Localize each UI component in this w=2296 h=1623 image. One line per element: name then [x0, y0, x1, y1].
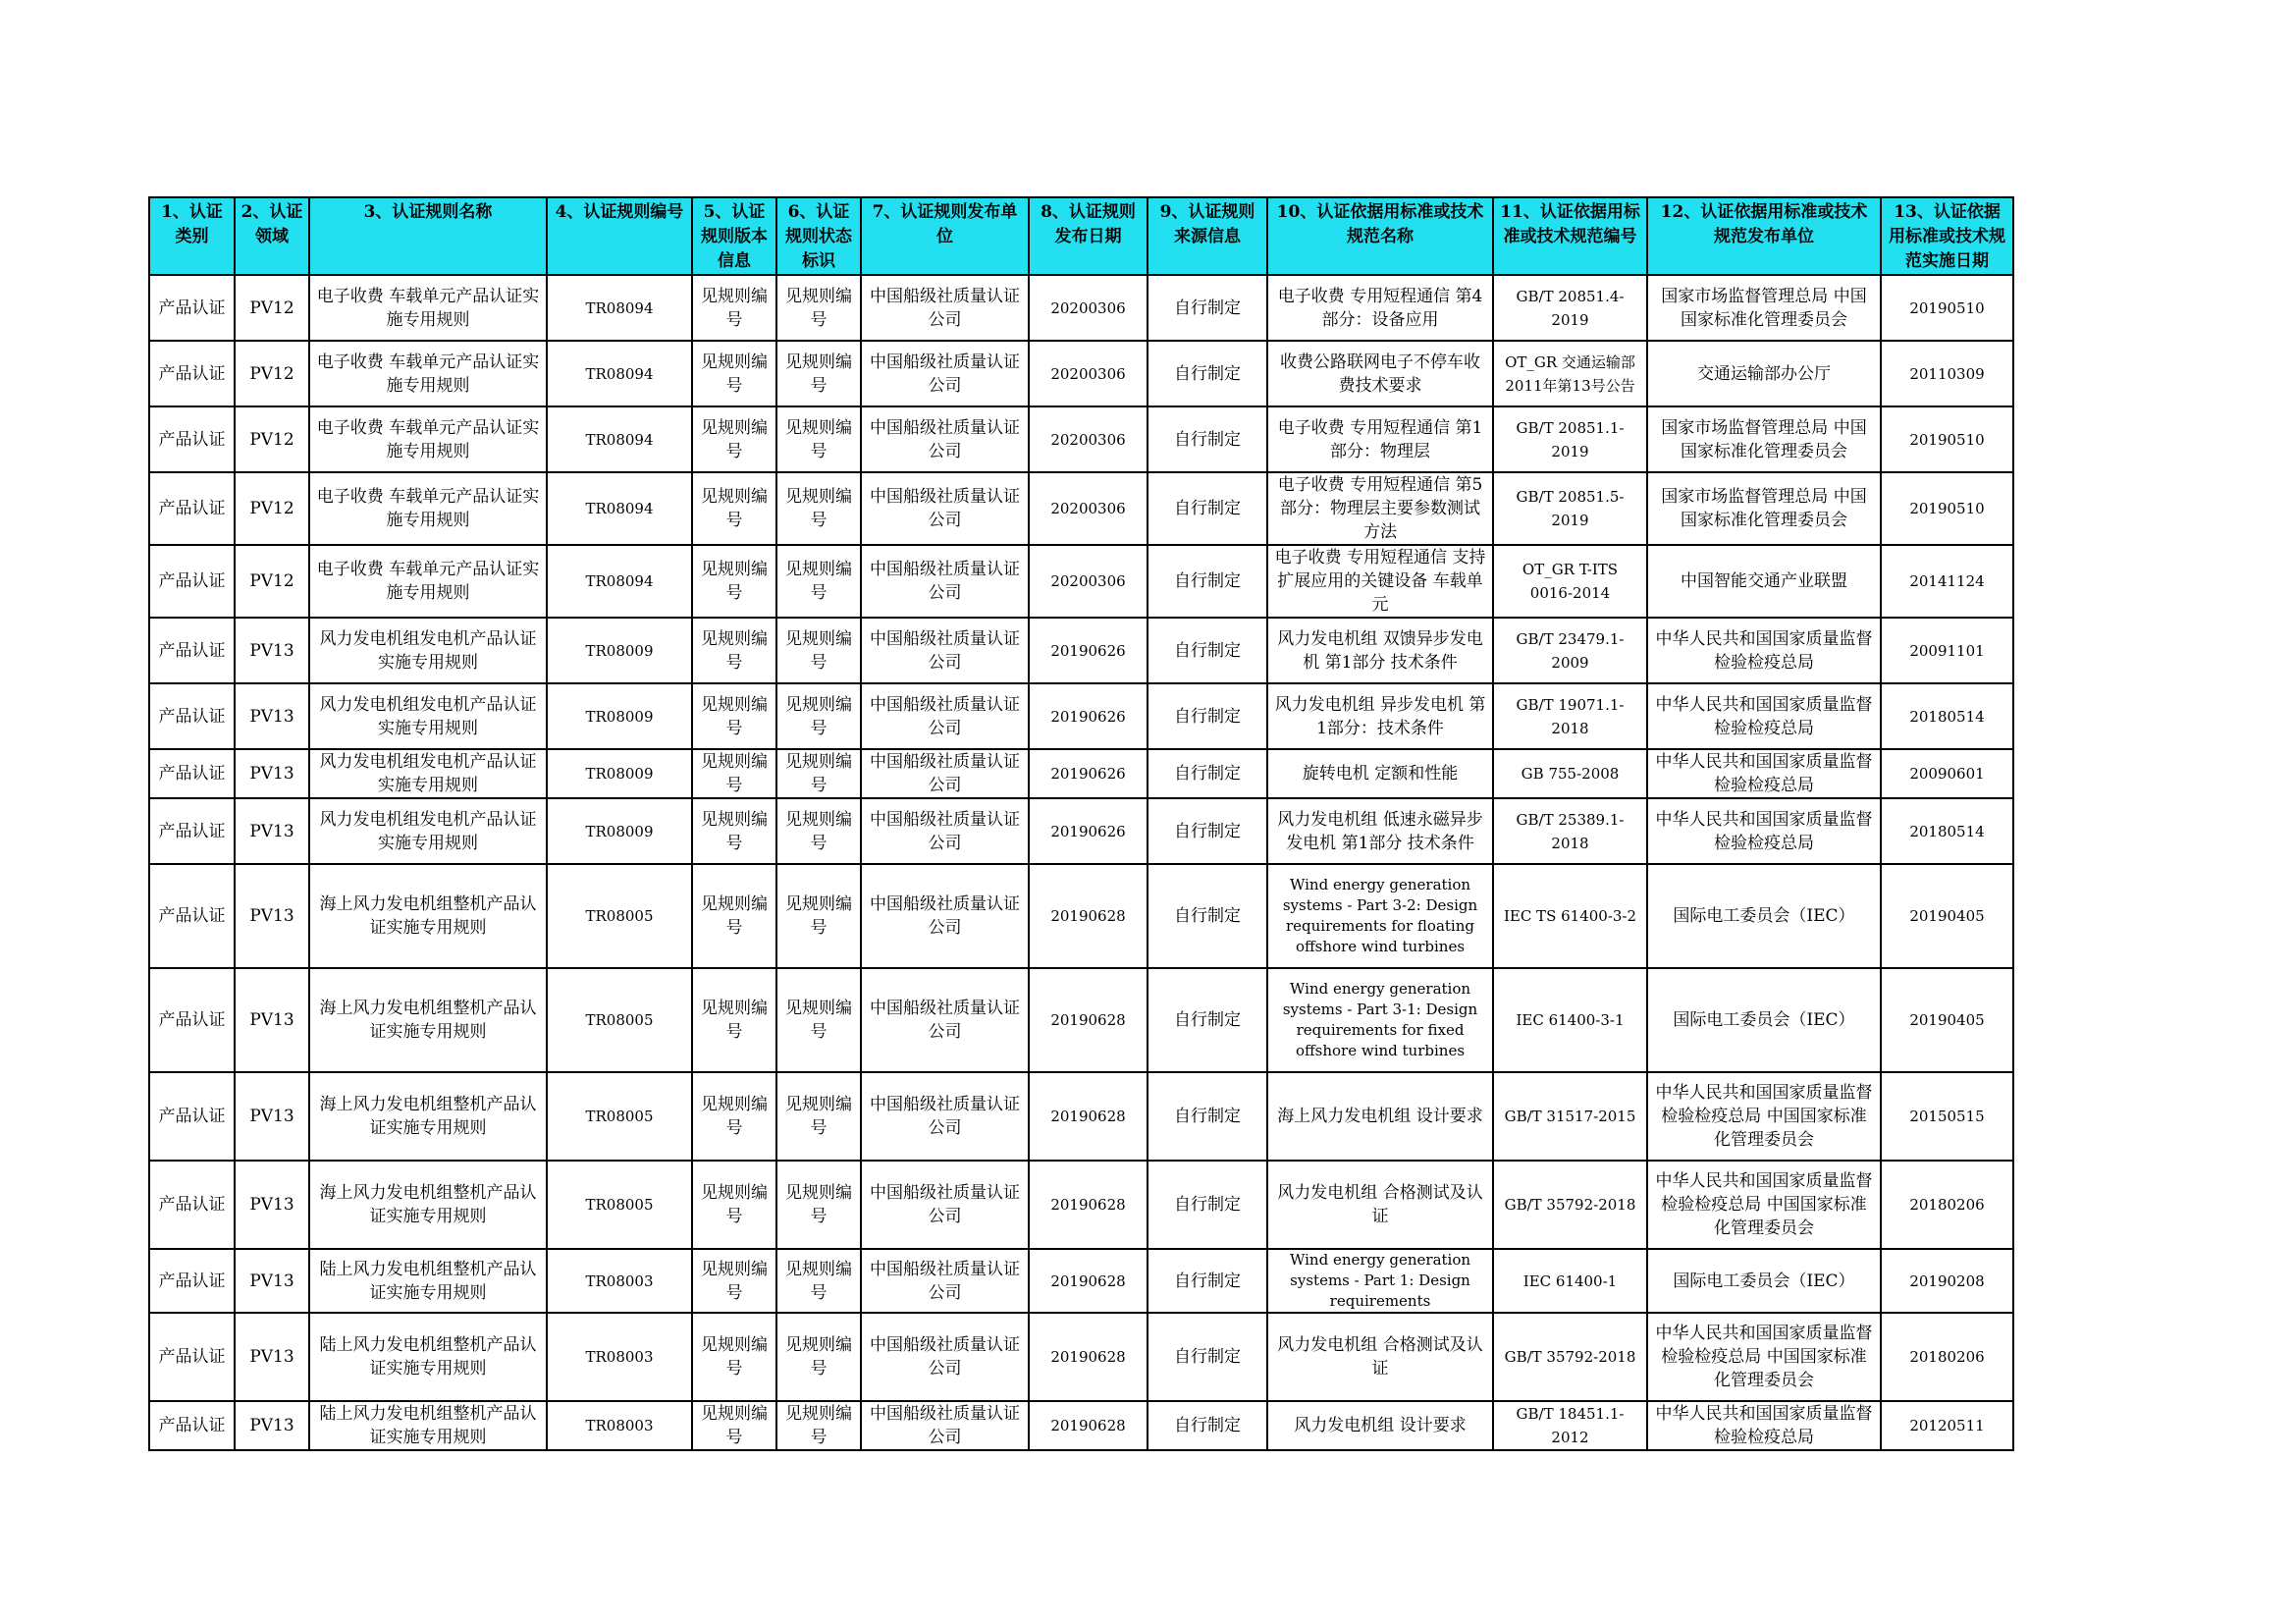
table-cell: 产品认证	[149, 683, 235, 749]
table-cell: TR08005	[547, 968, 692, 1072]
table-cell: 自行制定	[1148, 618, 1267, 683]
table-cell: OT_GR 交通运输部2011年第13号公告	[1493, 341, 1647, 406]
table-cell: 见规则编号	[692, 1072, 776, 1161]
table-cell: 产品认证	[149, 1401, 235, 1450]
table-cell: 国际电工委员会（IEC）	[1647, 968, 1881, 1072]
table-cell: 产品认证	[149, 275, 235, 341]
table-cell: 风力发电机组 低速永磁异步发电机 第1部分 技术条件	[1267, 798, 1493, 864]
table-cell: 20190405	[1881, 968, 2013, 1072]
table-cell: TR08094	[547, 472, 692, 545]
table-cell: 产品认证	[149, 1161, 235, 1249]
table-row	[149, 864, 2013, 968]
table-cell: 电子收费 车载单元产品认证实施专用规则	[309, 406, 547, 472]
table-row	[149, 1401, 2013, 1450]
table-cell: 自行制定	[1148, 341, 1267, 406]
header-cell: 12、认证依据用标准或技术规范发布单位	[1647, 197, 1881, 275]
table-cell: 自行制定	[1148, 864, 1267, 968]
table-cell: 20190628	[1029, 1249, 1148, 1313]
header-cell: 4、认证规则编号	[547, 197, 692, 275]
table-cell: 见规则编号	[776, 1161, 861, 1249]
table-cell: 见规则编号	[692, 545, 776, 618]
table-cell: 中华人民共和国国家质量监督检验检疫总局	[1647, 618, 1881, 683]
table-cell: 中华人民共和国国家质量监督检验检疫总局	[1647, 683, 1881, 749]
table-cell: 风力发电机组发电机产品认证实施专用规则	[309, 618, 547, 683]
table-cell: GB/T 35792-2018	[1493, 1313, 1647, 1401]
table-cell: 中国船级社质量认证公司	[861, 968, 1029, 1072]
table-cell: 20190628	[1029, 1401, 1148, 1450]
table-cell: 见规则编号	[692, 1249, 776, 1313]
table-cell: IEC 61400-3-1	[1493, 968, 1647, 1072]
table-cell: 见规则编号	[692, 341, 776, 406]
table-cell: TR08094	[547, 275, 692, 341]
table-cell: IEC 61400-1	[1493, 1249, 1647, 1313]
table-cell: 国家市场监督管理总局 中国国家标准化管理委员会	[1647, 275, 1881, 341]
table-cell: 陆上风力发电机组整机产品认证实施专用规则	[309, 1401, 547, 1450]
table-cell: PV12	[235, 545, 309, 618]
table-cell: 交通运输部办公厅	[1647, 341, 1881, 406]
table-cell: 见规则编号	[776, 1313, 861, 1401]
table-cell: 自行制定	[1148, 545, 1267, 618]
table-cell: TR08005	[547, 1161, 692, 1249]
table-cell: 中国船级社质量认证公司	[861, 798, 1029, 864]
table-cell: GB/T 20851.1-2019	[1493, 406, 1647, 472]
table-cell: 电子收费 专用短程通信 支持扩展应用的关键设备 车载单元	[1267, 545, 1493, 618]
table-cell: TR08003	[547, 1401, 692, 1450]
table-cell: 自行制定	[1148, 1161, 1267, 1249]
table-cell: TR08009	[547, 749, 692, 798]
table-cell: GB/T 18451.1-2012	[1493, 1401, 1647, 1450]
table-cell: 风力发电机组 异步发电机 第1部分：技术条件	[1267, 683, 1493, 749]
table-cell: 见规则编号	[776, 749, 861, 798]
table-cell: 见规则编号	[692, 683, 776, 749]
table-cell: 产品认证	[149, 618, 235, 683]
table-cell: PV12	[235, 472, 309, 545]
table-cell: 20200306	[1029, 545, 1148, 618]
table-cell: 中国船级社质量认证公司	[861, 545, 1029, 618]
header-cell: 5、认证规则版本信息	[692, 197, 776, 275]
table-cell: 产品认证	[149, 1072, 235, 1161]
table-cell: 国家市场监督管理总局 中国国家标准化管理委员会	[1647, 472, 1881, 545]
table-cell: 见规则编号	[692, 1313, 776, 1401]
table-cell: 见规则编号	[776, 545, 861, 618]
table-cell: Wind energy generation systems - Part 3-1: Design requirements for fixed offshore wind turbines	[1267, 968, 1493, 1072]
table-cell: 风力发电机组发电机产品认证实施专用规则	[309, 683, 547, 749]
table-cell: 陆上风力发电机组整机产品认证实施专用规则	[309, 1313, 547, 1401]
table-cell: 电子收费 专用短程通信 第1部分：物理层	[1267, 406, 1493, 472]
table-cell: 20190510	[1881, 406, 2013, 472]
table-cell: TR08009	[547, 798, 692, 864]
table-cell: 海上风力发电机组 设计要求	[1267, 1072, 1493, 1161]
table-cell: 见规则编号	[776, 864, 861, 968]
table-cell: 产品认证	[149, 1249, 235, 1313]
table-cell: GB/T 19071.1-2018	[1493, 683, 1647, 749]
table-cell: 中国船级社质量认证公司	[861, 683, 1029, 749]
table-cell: 风力发电机组发电机产品认证实施专用规则	[309, 749, 547, 798]
table-cell: 国家市场监督管理总局 中国国家标准化管理委员会	[1647, 406, 1881, 472]
table-cell: 自行制定	[1148, 1072, 1267, 1161]
table-cell: PV13	[235, 683, 309, 749]
table-cell: 20180514	[1881, 798, 2013, 864]
table-cell: 见规则编号	[776, 1249, 861, 1313]
table-cell: 见规则编号	[692, 968, 776, 1072]
table-cell: 自行制定	[1148, 683, 1267, 749]
table-row	[149, 472, 2013, 545]
table-cell: 中华人民共和国国家质量监督检验检疫总局 中国国家标准化管理委员会	[1647, 1161, 1881, 1249]
header-cell: 3、认证规则名称	[309, 197, 547, 275]
table-cell: 中华人民共和国国家质量监督检验检疫总局	[1647, 1401, 1881, 1450]
table-row	[149, 1249, 2013, 1313]
table-cell: 自行制定	[1148, 1401, 1267, 1450]
table-cell: 陆上风力发电机组整机产品认证实施专用规则	[309, 1249, 547, 1313]
table-cell: 中华人民共和国国家质量监督检验检疫总局 中国国家标准化管理委员会	[1647, 1072, 1881, 1161]
table-cell: 自行制定	[1148, 749, 1267, 798]
table-cell: 自行制定	[1148, 968, 1267, 1072]
table-cell: 20190628	[1029, 1161, 1148, 1249]
table-cell: 见规则编号	[776, 683, 861, 749]
table-cell: 产品认证	[149, 968, 235, 1072]
table-cell: 20190628	[1029, 968, 1148, 1072]
table-cell: 20190208	[1881, 1249, 2013, 1313]
table-cell: PV12	[235, 341, 309, 406]
header-cell: 2、认证领域	[235, 197, 309, 275]
table-cell: 电子收费 车载单元产品认证实施专用规则	[309, 472, 547, 545]
table-cell: 产品认证	[149, 864, 235, 968]
table-cell: 风力发电机组 设计要求	[1267, 1401, 1493, 1450]
table-cell: PV13	[235, 1401, 309, 1450]
table-cell: 20190626	[1029, 618, 1148, 683]
table-cell: Wind energy generation systems - Part 3-2: Design requirements for floating offshore wind turbines	[1267, 864, 1493, 968]
header-cell: 10、认证依据用标准或技术规范名称	[1267, 197, 1493, 275]
table-cell: 中国船级社质量认证公司	[861, 275, 1029, 341]
table-cell: 20190626	[1029, 798, 1148, 864]
table-cell: 中国船级社质量认证公司	[861, 1401, 1029, 1450]
table-cell: 见规则编号	[692, 864, 776, 968]
table-cell: GB/T 25389.1-2018	[1493, 798, 1647, 864]
table-cell: TR08009	[547, 618, 692, 683]
table-cell: GB/T 23479.1-2009	[1493, 618, 1647, 683]
table-cell: PV13	[235, 968, 309, 1072]
table-cell: 见规则编号	[692, 798, 776, 864]
table-cell: GB/T 20851.5-2019	[1493, 472, 1647, 545]
table-cell: 自行制定	[1148, 406, 1267, 472]
table-cell: 电子收费 车载单元产品认证实施专用规则	[309, 545, 547, 618]
table-cell: TR08094	[547, 545, 692, 618]
table-cell: 中华人民共和国国家质量监督检验检疫总局	[1647, 798, 1881, 864]
table-cell: 见规则编号	[776, 968, 861, 1072]
table-cell: 20190510	[1881, 275, 2013, 341]
header-row	[149, 197, 2013, 275]
table-cell: 中国船级社质量认证公司	[861, 749, 1029, 798]
table-cell: 中国智能交通产业联盟	[1647, 545, 1881, 618]
table-cell: 20190628	[1029, 1072, 1148, 1161]
table-row	[149, 1161, 2013, 1249]
table-cell: 20180206	[1881, 1161, 2013, 1249]
header-cell: 9、认证规则来源信息	[1148, 197, 1267, 275]
table-cell: 20190626	[1029, 749, 1148, 798]
table-cell: TR08005	[547, 1072, 692, 1161]
table-row	[149, 275, 2013, 341]
table-row	[149, 749, 2013, 798]
table-cell: 产品认证	[149, 798, 235, 864]
table-cell: PV13	[235, 1072, 309, 1161]
table-cell: TR08094	[547, 406, 692, 472]
table-cell: 电子收费 专用短程通信 第5部分：物理层主要参数测试方法	[1267, 472, 1493, 545]
table-cell: 见规则编号	[692, 406, 776, 472]
table-cell: 中国船级社质量认证公司	[861, 1249, 1029, 1313]
table-cell: 中国船级社质量认证公司	[861, 472, 1029, 545]
table-cell: 国际电工委员会（IEC）	[1647, 1249, 1881, 1313]
table-cell: 风力发电机组 合格测试及认证	[1267, 1313, 1493, 1401]
table-cell: GB/T 31517-2015	[1493, 1072, 1647, 1161]
table-cell: 中国船级社质量认证公司	[861, 1313, 1029, 1401]
table-cell: 中国船级社质量认证公司	[861, 618, 1029, 683]
table-cell: PV13	[235, 1313, 309, 1401]
table-cell: 风力发电机组 双馈异步发电机 第1部分 技术条件	[1267, 618, 1493, 683]
header-cell: 8、认证规则发布日期	[1029, 197, 1148, 275]
table-cell: 中国船级社质量认证公司	[861, 1072, 1029, 1161]
table-cell: 20190628	[1029, 1313, 1148, 1401]
table-cell: 中国船级社质量认证公司	[861, 341, 1029, 406]
table-cell: 20091101	[1881, 618, 2013, 683]
table-cell: PV13	[235, 749, 309, 798]
table-cell: TR08005	[547, 864, 692, 968]
table-row	[149, 545, 2013, 618]
table-row	[149, 683, 2013, 749]
table-cell: 20190510	[1881, 472, 2013, 545]
table-cell: 见规则编号	[776, 798, 861, 864]
table-row	[149, 406, 2013, 472]
table-cell: 20200306	[1029, 275, 1148, 341]
table-cell: 电子收费 车载单元产品认证实施专用规则	[309, 341, 547, 406]
table-cell: IEC TS 61400-3-2	[1493, 864, 1647, 968]
table-cell: 见规则编号	[776, 406, 861, 472]
table-cell: 收费公路联网电子不停车收费技术要求	[1267, 341, 1493, 406]
table-cell: 中华人民共和国国家质量监督检验检疫总局 中国国家标准化管理委员会	[1647, 1313, 1881, 1401]
table-cell: 风力发电机组 合格测试及认证	[1267, 1161, 1493, 1249]
table-row	[149, 1313, 2013, 1401]
table-cell: 见规则编号	[692, 749, 776, 798]
table-cell: PV13	[235, 798, 309, 864]
table-cell: 海上风力发电机组整机产品认证实施专用规则	[309, 864, 547, 968]
table-cell: 旋转电机 定额和性能	[1267, 749, 1493, 798]
table-cell: GB 755-2008	[1493, 749, 1647, 798]
table-cell: 20150515	[1881, 1072, 2013, 1161]
table-cell: 20200306	[1029, 472, 1148, 545]
table-cell: PV13	[235, 618, 309, 683]
table-cell: 见规则编号	[692, 618, 776, 683]
table-cell: 见规则编号	[776, 1401, 861, 1450]
table-cell: 产品认证	[149, 472, 235, 545]
table-cell: 20190405	[1881, 864, 2013, 968]
table-row	[149, 1072, 2013, 1161]
table-cell: 20200306	[1029, 406, 1148, 472]
table-cell: 海上风力发电机组整机产品认证实施专用规则	[309, 1072, 547, 1161]
table-cell: TR08009	[547, 683, 692, 749]
table-cell: 见规则编号	[692, 1161, 776, 1249]
table-cell: 20120511	[1881, 1401, 2013, 1450]
table-cell: 国际电工委员会（IEC）	[1647, 864, 1881, 968]
table-cell: 见规则编号	[776, 1072, 861, 1161]
table-cell: GB/T 20851.4-2019	[1493, 275, 1647, 341]
table-cell: 20180206	[1881, 1313, 2013, 1401]
table-cell: 见规则编号	[776, 275, 861, 341]
table-cell: 电子收费 车载单元产品认证实施专用规则	[309, 275, 547, 341]
table-cell: 20090601	[1881, 749, 2013, 798]
header-cell: 13、认证依据用标准或技术规范实施日期	[1881, 197, 2013, 275]
table-cell: 20141124	[1881, 545, 2013, 618]
table-cell: 20180514	[1881, 683, 2013, 749]
table-cell: 自行制定	[1148, 275, 1267, 341]
table-cell: 海上风力发电机组整机产品认证实施专用规则	[309, 968, 547, 1072]
table-cell: 产品认证	[149, 406, 235, 472]
table-cell: 风力发电机组发电机产品认证实施专用规则	[309, 798, 547, 864]
table-cell: OT_GR T-ITS 0016-2014	[1493, 545, 1647, 618]
table-cell: Wind energy generation systems - Part 1: Design requirements	[1267, 1249, 1493, 1313]
table-row	[149, 798, 2013, 864]
table-cell: 中国船级社质量认证公司	[861, 1161, 1029, 1249]
certification-rules-table	[148, 196, 2014, 1451]
table-cell: 自行制定	[1148, 1249, 1267, 1313]
table-cell: PV12	[235, 275, 309, 341]
table-cell: 中国船级社质量认证公司	[861, 864, 1029, 968]
table-row	[149, 341, 2013, 406]
table-cell: 见规则编号	[692, 1401, 776, 1450]
table-cell: TR08094	[547, 341, 692, 406]
header-cell: 7、认证规则发布单位	[861, 197, 1029, 275]
table-cell: 产品认证	[149, 1313, 235, 1401]
table-cell: 中华人民共和国国家质量监督检验检疫总局	[1647, 749, 1881, 798]
table-cell: 见规则编号	[776, 341, 861, 406]
table-cell: 见规则编号	[692, 275, 776, 341]
table-cell: TR08003	[547, 1249, 692, 1313]
table-cell: 20190626	[1029, 683, 1148, 749]
table-cell: 见规则编号	[776, 472, 861, 545]
table-cell: TR08003	[547, 1313, 692, 1401]
table-cell: PV13	[235, 1161, 309, 1249]
table-cell: 产品认证	[149, 341, 235, 406]
table-cell: 见规则编号	[776, 618, 861, 683]
table-row	[149, 618, 2013, 683]
table-cell: 产品认证	[149, 749, 235, 798]
table-cell: 海上风力发电机组整机产品认证实施专用规则	[309, 1161, 547, 1249]
table-cell: 自行制定	[1148, 1313, 1267, 1401]
table-cell: 产品认证	[149, 545, 235, 618]
table-cell: PV12	[235, 406, 309, 472]
table-cell: 电子收费 专用短程通信 第4部分：设备应用	[1267, 275, 1493, 341]
table-cell: PV13	[235, 1249, 309, 1313]
table-cell: GB/T 35792-2018	[1493, 1161, 1647, 1249]
table-cell: 见规则编号	[692, 472, 776, 545]
table-cell: 自行制定	[1148, 472, 1267, 545]
header-cell: 6、认证规则状态标识	[776, 197, 861, 275]
table-cell: PV13	[235, 864, 309, 968]
table-row	[149, 968, 2013, 1072]
table-body	[149, 275, 2013, 1450]
header-cell: 1、认证类别	[149, 197, 235, 275]
table-cell: 中国船级社质量认证公司	[861, 406, 1029, 472]
table-cell: 自行制定	[1148, 798, 1267, 864]
table-cell: 20110309	[1881, 341, 2013, 406]
header-cell: 11、认证依据用标准或技术规范编号	[1493, 197, 1647, 275]
table-cell: 20200306	[1029, 341, 1148, 406]
table-cell: 20190628	[1029, 864, 1148, 968]
